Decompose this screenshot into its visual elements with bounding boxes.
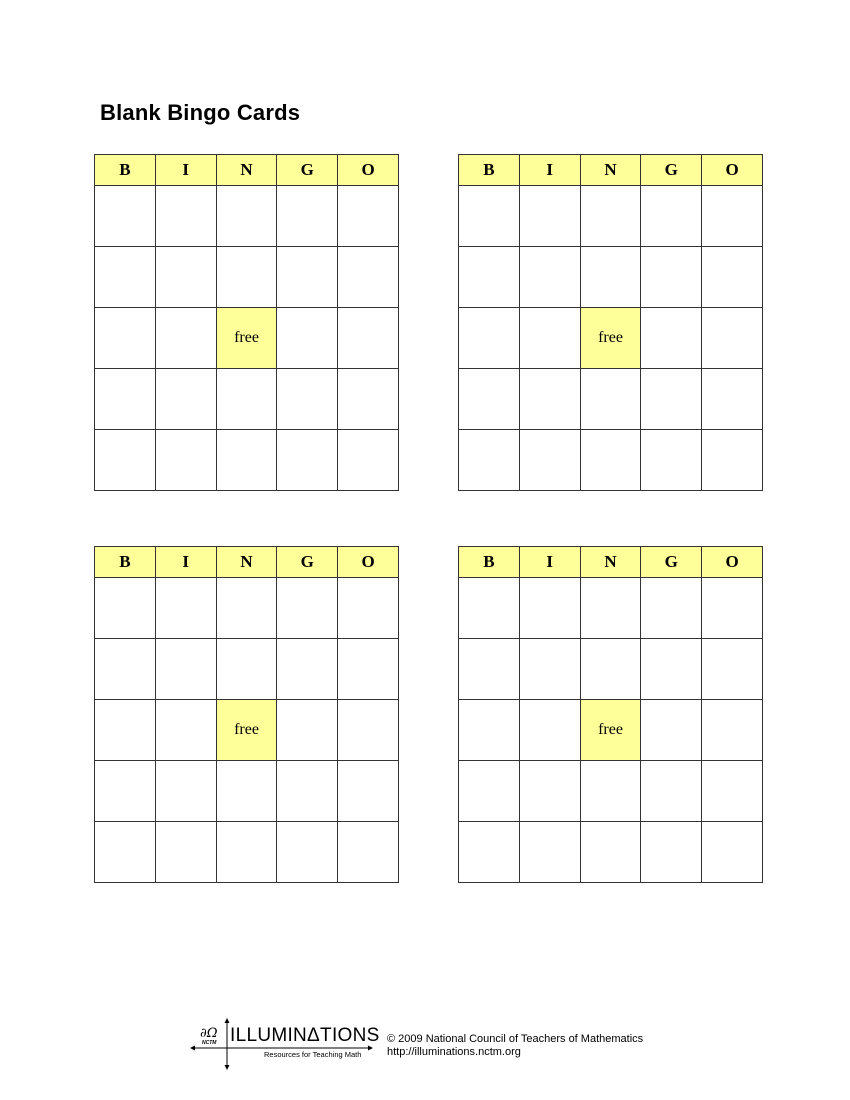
bingo-cell: [155, 308, 216, 369]
bingo-cell: [338, 761, 399, 822]
bingo-cell: [702, 761, 763, 822]
bingo-cell: [277, 186, 338, 247]
bingo-cell: [702, 186, 763, 247]
bingo-row: [95, 369, 399, 430]
bingo-cell: [641, 578, 702, 639]
header-g: G: [277, 155, 338, 186]
bingo-cell: [338, 308, 399, 369]
bingo-header-row: [95, 155, 399, 186]
bingo-cell: [277, 822, 338, 883]
bingo-cell: [580, 369, 641, 430]
bingo-cell: [459, 247, 520, 308]
bingo-cell: [519, 761, 580, 822]
bingo-cell: [95, 700, 156, 761]
bingo-card-2: [458, 154, 763, 491]
bingo-cell: [338, 186, 399, 247]
copyright-text: © 2009 National Council of Teachers of Mathematics: [387, 1033, 644, 1045]
bingo-cell: [580, 186, 641, 247]
bingo-cell: [459, 578, 520, 639]
bingo-row: [95, 247, 399, 308]
header-g: G: [641, 155, 702, 186]
header-i: I: [155, 547, 216, 578]
header-i: I: [519, 155, 580, 186]
bingo-cell: [155, 639, 216, 700]
bingo-cell: [95, 761, 156, 822]
bingo-cell: [641, 822, 702, 883]
logo-wordmark: ILLUMINΔTIONS: [230, 1025, 380, 1046]
header-o: O: [338, 155, 399, 186]
bingo-cell: [580, 578, 641, 639]
bingo-cell: [155, 700, 216, 761]
bingo-cell: [338, 247, 399, 308]
bingo-cell: [702, 639, 763, 700]
bingo-row: [459, 700, 763, 761]
header-i: I: [155, 155, 216, 186]
bingo-cell: [95, 186, 156, 247]
bingo-row: [95, 578, 399, 639]
bingo-cell: [641, 761, 702, 822]
bingo-row: [95, 822, 399, 883]
bingo-cell: [519, 247, 580, 308]
bingo-cell: [641, 247, 702, 308]
bingo-cell: [519, 369, 580, 430]
bingo-cell: [277, 430, 338, 491]
bingo-cell: [641, 430, 702, 491]
bingo-cell: [277, 700, 338, 761]
bingo-cell: [338, 430, 399, 491]
bingo-cell: [95, 578, 156, 639]
header-n: N: [580, 155, 641, 186]
header-i: I: [519, 547, 580, 578]
bingo-cell: [277, 761, 338, 822]
bingo-cell: [338, 822, 399, 883]
bingo-cell: [702, 369, 763, 430]
bingo-cell: [580, 639, 641, 700]
bingo-card-3: [94, 546, 399, 883]
bingo-cell: [277, 308, 338, 369]
bingo-row: [95, 639, 399, 700]
bingo-cell: [155, 369, 216, 430]
bingo-row: [459, 308, 763, 369]
header-o: O: [702, 547, 763, 578]
bingo-cell: [277, 369, 338, 430]
bingo-cell: [95, 247, 156, 308]
bingo-card-1: [94, 154, 399, 491]
bingo-cell: [155, 247, 216, 308]
bingo-cell: [216, 247, 277, 308]
bingo-cell: [519, 186, 580, 247]
bingo-cell: [277, 247, 338, 308]
bingo-row: [459, 578, 763, 639]
bingo-cell: [519, 639, 580, 700]
header-g: G: [641, 547, 702, 578]
bingo-cell: [155, 761, 216, 822]
bingo-cell: [95, 430, 156, 491]
bingo-cell: [641, 639, 702, 700]
logo-tagline: Resources for Teaching Math: [264, 1050, 362, 1059]
bingo-cell: [277, 578, 338, 639]
bingo-cell: [459, 639, 520, 700]
bingo-cell: [95, 639, 156, 700]
header-o: O: [702, 155, 763, 186]
bingo-cell: [580, 247, 641, 308]
bingo-row: [95, 761, 399, 822]
bingo-cell: [459, 761, 520, 822]
bingo-cell: [702, 308, 763, 369]
bingo-header-row: [459, 547, 763, 578]
bingo-cell: [155, 430, 216, 491]
logo-symbol: ∂Ω: [200, 1026, 218, 1041]
bingo-row: [459, 822, 763, 883]
bingo-cell: [641, 186, 702, 247]
page-title: Blank Bingo Cards: [100, 100, 301, 125]
bingo-row: [95, 186, 399, 247]
bingo-row: [95, 308, 399, 369]
bingo-cell: [702, 430, 763, 491]
header-g: G: [277, 547, 338, 578]
bingo-cell: [519, 700, 580, 761]
bingo-cell: [702, 822, 763, 883]
bingo-cell: [338, 369, 399, 430]
site-url: http://illuminations.nctm.org: [387, 1046, 521, 1058]
bingo-cell: [95, 308, 156, 369]
bingo-cell: [641, 308, 702, 369]
bingo-cell: [702, 700, 763, 761]
bingo-row: [95, 430, 399, 491]
bingo-cell: [216, 639, 277, 700]
bingo-cell: [580, 430, 641, 491]
bingo-cell: [519, 822, 580, 883]
bingo-cell: [641, 369, 702, 430]
footer: [190, 1018, 670, 1070]
bingo-cell: [277, 639, 338, 700]
illuminations-logo: [190, 1018, 380, 1070]
bingo-card-4: [458, 546, 763, 883]
bingo-cell: [216, 186, 277, 247]
bingo-cell: [338, 639, 399, 700]
bingo-row: [459, 761, 763, 822]
free-space: free: [580, 700, 641, 761]
bingo-cell: [459, 822, 520, 883]
bingo-row: [95, 700, 399, 761]
bingo-cell: [580, 822, 641, 883]
header-b: B: [95, 547, 156, 578]
bingo-cell: [216, 430, 277, 491]
free-space: free: [580, 308, 641, 369]
bingo-cell: [519, 308, 580, 369]
bingo-row: [459, 369, 763, 430]
bingo-cell: [519, 430, 580, 491]
bingo-cell: [155, 578, 216, 639]
header-n: N: [580, 547, 641, 578]
bingo-cell: [519, 578, 580, 639]
bingo-cell: [95, 822, 156, 883]
bingo-cell: [459, 700, 520, 761]
header-b: B: [459, 547, 520, 578]
bingo-cell: [459, 186, 520, 247]
bingo-cell: [702, 578, 763, 639]
header-n: N: [216, 155, 277, 186]
header-n: N: [216, 547, 277, 578]
free-space: free: [216, 700, 277, 761]
logo-org: NCTM: [202, 1040, 217, 1046]
bingo-cell: [702, 247, 763, 308]
bingo-cell: [95, 369, 156, 430]
bingo-cell: [459, 430, 520, 491]
bingo-cell: [155, 822, 216, 883]
bingo-cell: [641, 700, 702, 761]
bingo-cell: [338, 578, 399, 639]
bingo-cell: [459, 369, 520, 430]
free-space: free: [216, 308, 277, 369]
bingo-row: [459, 186, 763, 247]
bingo-row: [459, 639, 763, 700]
bingo-cell: [216, 578, 277, 639]
bingo-cell: [155, 186, 216, 247]
header-b: B: [95, 155, 156, 186]
copyright-block: [387, 1033, 643, 1059]
bingo-cell: [580, 761, 641, 822]
bingo-row: [459, 247, 763, 308]
bingo-cell: [338, 700, 399, 761]
bingo-cell: [459, 308, 520, 369]
bingo-cell: [216, 369, 277, 430]
bingo-row: [459, 430, 763, 491]
bingo-header-row: [95, 547, 399, 578]
header-b: B: [459, 155, 520, 186]
header-o: O: [338, 547, 399, 578]
bingo-header-row: [459, 155, 763, 186]
bingo-cell: [216, 822, 277, 883]
bingo-cell: [216, 761, 277, 822]
